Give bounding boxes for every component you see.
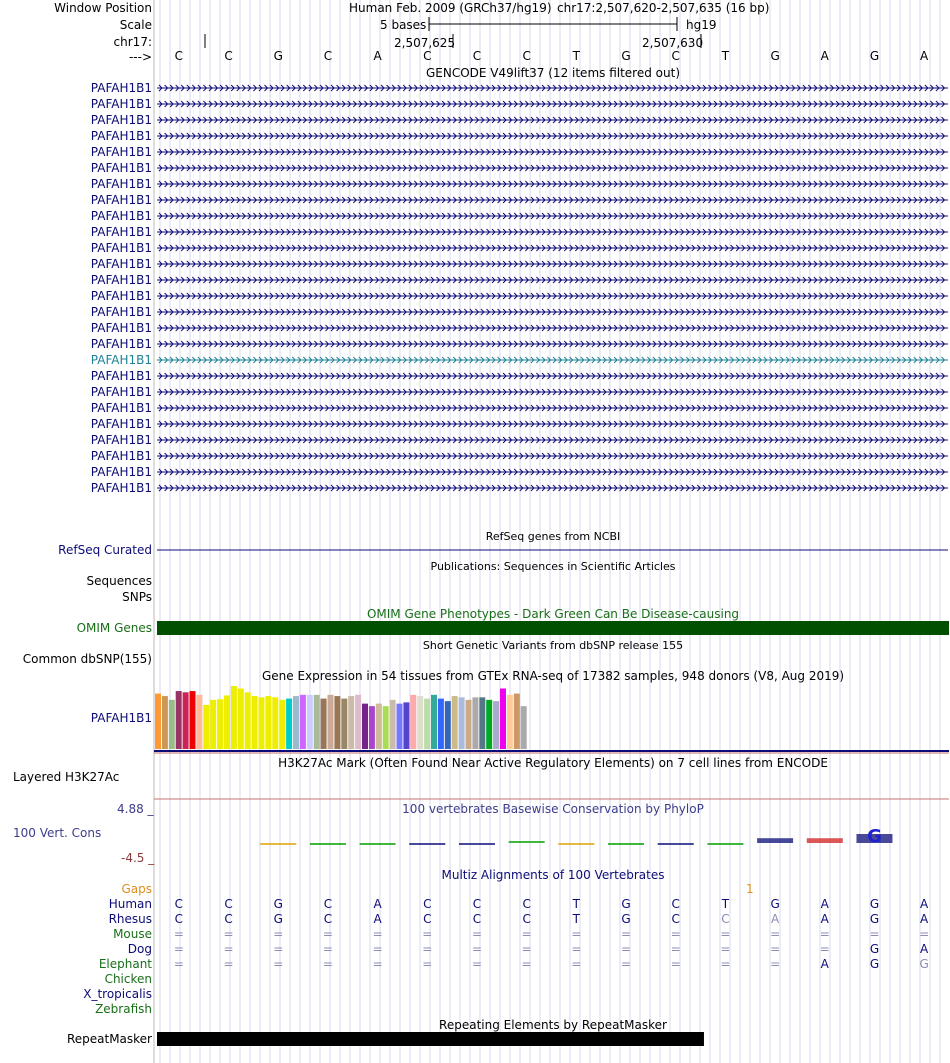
multiz-base: = <box>621 942 632 956</box>
multiz-base: = <box>471 927 482 941</box>
multiz-base: G <box>869 942 880 956</box>
phylop-logo-letter: G <box>867 826 882 847</box>
multiz-base: = <box>869 927 880 941</box>
multiz-base: = <box>273 942 284 956</box>
multiz-base: = <box>670 942 681 956</box>
gencode-transcript-label[interactable]: PAFAH1B1 <box>90 289 152 303</box>
position-readout: chr17:2,507,620-2,507,635 (16 bp) <box>557 1 770 15</box>
phylop-score-mark <box>360 843 396 845</box>
multiz-base: = <box>670 957 681 971</box>
gtex-tissue-bar <box>286 699 292 749</box>
dbsnp-track-label[interactable]: Common dbSNP(155) <box>22 652 152 666</box>
omim-track-title: OMIM Gene Phenotypes - Dark Green Can Be Disease-causing <box>366 607 740 621</box>
gencode-track-title: GENCODE V49lift37 (12 items filtered out) <box>425 66 680 80</box>
phylop-score-mark <box>807 838 843 843</box>
scale-label: Scale <box>119 18 152 32</box>
gencode-transcript-label[interactable]: PAFAH1B1 <box>90 417 152 431</box>
multiz-base: = <box>372 957 383 971</box>
multiz-base: = <box>770 942 781 956</box>
multiz-base: G <box>770 897 780 911</box>
phylop-score-mark <box>707 843 743 845</box>
sequence-base: C <box>423 49 432 63</box>
gtex-tissue-bar <box>445 701 451 749</box>
gtex-tissue-bar <box>348 696 354 749</box>
gtex-tissue-bar <box>452 696 458 749</box>
multiz-base: A <box>920 897 929 911</box>
phylop-score-mark <box>310 843 346 845</box>
gtex-tissue-bar <box>355 695 361 749</box>
gtex-tissue-bar <box>259 697 265 749</box>
multiz-base: = <box>720 957 731 971</box>
multiz-gap-mark: 1 <box>746 882 754 896</box>
gencode-transcript-label[interactable]: PAFAH1B1 <box>90 353 152 367</box>
gencode-transcript-label[interactable]: PAFAH1B1 <box>90 129 152 143</box>
gtex-tissue-bar <box>162 696 168 749</box>
multiz-base: = <box>471 942 482 956</box>
sequence-base: G <box>621 49 631 63</box>
multiz-track-title: Multiz Alignments of 100 Vertebrates <box>441 868 665 882</box>
multiz-base: A <box>820 897 829 911</box>
multiz-base: = <box>322 927 333 941</box>
gencode-transcript-label[interactable]: PAFAH1B1 <box>90 369 152 383</box>
gencode-transcript-label[interactable]: PAFAH1B1 <box>90 97 152 111</box>
phylop-score-mark <box>658 843 694 845</box>
gencode-transcript-label[interactable]: PAFAH1B1 <box>90 401 152 415</box>
phylop-score-mark <box>558 843 594 845</box>
multiz-base: = <box>571 927 582 941</box>
sequence-base: A <box>820 49 829 63</box>
gtex-tissue-bar <box>507 695 513 749</box>
multiz-base: = <box>273 927 284 941</box>
gtex-tissue-bar <box>210 700 216 749</box>
repeatmasker-track-title: Repeating Elements by RepeatMasker <box>439 1018 667 1032</box>
gtex-tissue-bar <box>397 704 403 749</box>
multiz-base: = <box>521 942 532 956</box>
multiz-gaps-label[interactable]: Gaps <box>121 882 152 896</box>
multiz-base: = <box>720 927 731 941</box>
gtex-tissue-bar <box>203 705 209 749</box>
multiz-base: G <box>919 957 929 971</box>
sequence-base: C <box>522 49 531 63</box>
multiz-base: = <box>422 957 433 971</box>
multiz-base: = <box>819 927 830 941</box>
gencode-transcript-label[interactable]: PAFAH1B1 <box>90 433 152 447</box>
gencode-transcript-label[interactable]: PAFAH1B1 <box>90 321 152 335</box>
gtex-tissue-bar <box>176 691 182 749</box>
multiz-base: T <box>572 912 581 926</box>
multiz-base: G <box>869 897 880 911</box>
multiz-base: = <box>223 942 234 956</box>
multiz-base: = <box>322 957 333 971</box>
multiz-base: = <box>819 942 830 956</box>
multiz-base: G <box>273 912 283 926</box>
gtex-tissue-bar <box>459 697 465 749</box>
multiz-base: = <box>621 957 632 971</box>
gtex-tissue-bar <box>321 699 327 749</box>
multiz-base: C <box>472 912 482 926</box>
multiz-base: = <box>173 942 184 956</box>
gtex-tissue-bar <box>196 695 202 749</box>
gtex-tissue-bar <box>521 706 527 749</box>
gtex-tissue-bar <box>224 695 230 749</box>
gencode-transcript-label[interactable]: PAFAH1B1 <box>90 257 152 271</box>
multiz-base: A <box>920 942 929 956</box>
phylop-score-mark <box>260 843 296 845</box>
multiz-base: T <box>572 897 581 911</box>
phylop-score-mark <box>608 843 644 845</box>
multiz-base: C <box>522 897 531 911</box>
gtex-tissue-bar <box>328 695 334 749</box>
sequence-base: C <box>472 49 482 63</box>
scale-text: 5 bases <box>380 18 427 32</box>
gtex-tissue-bar <box>479 697 485 749</box>
gencode-transcript-label[interactable]: PAFAH1B1 <box>90 241 152 255</box>
gencode-transcript-label[interactable]: PAFAH1B1 <box>90 81 152 95</box>
gencode-transcript-label[interactable]: PAFAH1B1 <box>90 385 152 399</box>
multiz-species-label[interactable]: Dog <box>127 942 152 956</box>
multiz-species-label[interactable]: Elephant <box>98 957 152 971</box>
sequence-base: G <box>770 49 780 63</box>
phylop-score-mark <box>757 838 793 843</box>
multiz-base: G <box>273 897 283 911</box>
multiz-base: G <box>869 912 880 926</box>
chrom-label: chr17: <box>113 35 152 49</box>
gencode-transcript-label[interactable]: PAFAH1B1 <box>90 225 152 239</box>
multiz-base: = <box>173 927 184 941</box>
multiz-base: = <box>621 927 632 941</box>
gencode-transcript-label[interactable]: PAFAH1B1 <box>90 113 152 127</box>
gencode-transcript-label[interactable]: PAFAH1B1 <box>90 337 152 351</box>
omim-gene-bar <box>157 621 949 635</box>
sequence-base: A <box>373 49 382 63</box>
multiz-base: C <box>671 912 680 926</box>
gtex-tissue-bar <box>169 700 175 749</box>
multiz-base: = <box>521 927 532 941</box>
gencode-transcript-label[interactable]: PAFAH1B1 <box>90 161 152 175</box>
multiz-base: T <box>721 897 730 911</box>
multiz-species-label[interactable]: Rhesus <box>108 912 152 926</box>
gtex-tissue-bar <box>231 686 237 749</box>
sequence-base: C <box>671 49 680 63</box>
multiz-base: = <box>770 927 781 941</box>
gtex-tissue-bar <box>500 689 506 749</box>
gtex-tissue-bar <box>272 697 278 749</box>
publications-sequences-label[interactable]: Sequences <box>86 574 152 588</box>
gtex-tissue-bar <box>431 695 437 749</box>
multiz-base: C <box>174 897 184 911</box>
gencode-transcript-label[interactable]: PAFAH1B1 <box>90 193 152 207</box>
gtex-tissue-bar <box>369 706 375 749</box>
gtex-tissue-bar <box>307 695 313 749</box>
multiz-base: = <box>422 942 433 956</box>
multiz-base: C <box>671 897 680 911</box>
multiz-base: = <box>521 957 532 971</box>
gtex-tissue-bar <box>390 700 396 749</box>
gtex-tissue-bar <box>279 700 285 749</box>
gtex-tissue-bar <box>238 689 244 749</box>
multiz-base: = <box>471 957 482 971</box>
phylop-track-label[interactable]: 100 Vert. Cons <box>13 826 102 840</box>
multiz-species-label[interactable]: Mouse <box>113 927 152 941</box>
refseq-track-label[interactable]: RefSeq Curated <box>58 543 152 557</box>
gtex-tissue-bar <box>486 700 492 749</box>
gtex-tissue-bar <box>314 695 320 749</box>
refseq-track-title: RefSeq genes from NCBI <box>485 530 621 543</box>
multiz-base: = <box>571 942 582 956</box>
gtex-tissue-bar <box>252 696 258 749</box>
multiz-base: A <box>820 957 829 971</box>
phylop-score-mark <box>409 843 445 845</box>
multiz-species-label[interactable]: Chicken <box>104 972 152 986</box>
multiz-base: C <box>522 912 531 926</box>
gtex-tissue-bar <box>341 699 347 749</box>
multiz-base: A <box>373 897 382 911</box>
repeatmasker-element-bar <box>157 1032 704 1046</box>
gtex-tissue-bar <box>217 699 223 749</box>
multiz-base: = <box>223 927 234 941</box>
gencode-transcript-label[interactable]: PAFAH1B1 <box>90 449 152 463</box>
multiz-base: C <box>423 912 432 926</box>
sequence-base: G <box>273 49 283 63</box>
scale-db: hg19 <box>686 18 717 32</box>
strand-label: ---> <box>128 50 152 64</box>
repeatmasker-track-label[interactable]: RepeatMasker <box>66 1032 152 1046</box>
gtex-tissue-bar <box>376 704 382 749</box>
gencode-transcript-label[interactable]: PAFAH1B1 <box>90 273 152 287</box>
sequence-base: T <box>721 49 730 63</box>
multiz-species-label[interactable]: Zebrafish <box>95 1002 152 1016</box>
phylop-max-label: 4.88 _ <box>117 802 154 816</box>
gtex-track-title: Gene Expression in 54 tissues from GTEx RNA-seq of 17382 samples, 948 donors (V8, Aug 2019) <box>261 669 845 683</box>
multiz-base: = <box>422 927 433 941</box>
gtex-tissue-bar <box>155 694 161 749</box>
sequence-base: T <box>572 49 581 63</box>
gencode-transcript-label[interactable]: PAFAH1B1 <box>90 481 152 495</box>
multiz-base: = <box>372 942 383 956</box>
phylop-score-mark <box>459 843 495 845</box>
multiz-base: = <box>571 957 582 971</box>
gtex-tissue-bar <box>466 700 472 749</box>
gtex-tissue-bar <box>334 696 340 749</box>
multiz-base: C <box>721 912 730 926</box>
gencode-transcript-label[interactable]: PAFAH1B1 <box>90 305 152 319</box>
sequence-base: G <box>869 49 880 63</box>
multiz-base: C <box>224 897 233 911</box>
h3k27ac-track-label[interactable]: Layered H3K27Ac <box>13 770 120 784</box>
publications-snps-label[interactable]: SNPs <box>122 590 152 604</box>
assembly-name: Human Feb. 2009 (GRCh37/hg19) <box>349 1 552 15</box>
multiz-base: C <box>174 912 184 926</box>
gtex-tissue-bar <box>514 694 520 749</box>
phylop-score-mark <box>509 841 545 843</box>
omim-track-label[interactable]: OMIM Genes <box>76 621 152 635</box>
multiz-base: A <box>373 912 382 926</box>
gtex-tissue-bar <box>300 695 306 749</box>
gtex-tissue-bar <box>183 692 189 749</box>
multiz-base: A <box>920 912 929 926</box>
gtex-tissue-bar <box>190 691 196 749</box>
multiz-base: A <box>820 912 829 926</box>
gtex-tissue-bar <box>493 701 499 749</box>
phylop-min-label: -4.5 _ <box>121 851 155 865</box>
gtex-tissue-bar <box>410 695 416 749</box>
multiz-base: C <box>323 897 333 911</box>
multiz-base: = <box>273 957 284 971</box>
multiz-base: = <box>720 942 731 956</box>
multiz-base: G <box>869 957 880 971</box>
multiz-base: G <box>621 912 631 926</box>
multiz-base: C <box>224 912 233 926</box>
window-position-label: Window Position <box>54 1 152 15</box>
gtex-tissue-bar <box>245 692 251 749</box>
sequence-base: A <box>920 49 929 63</box>
multiz-species-label[interactable]: X_tropicalis <box>83 987 152 1001</box>
multiz-base: C <box>472 897 482 911</box>
publications-track-title: Publications: Sequences in Scientific Articles <box>430 560 676 573</box>
multiz-base: = <box>223 957 234 971</box>
gtex-tissue-bar <box>265 696 271 749</box>
h3k27ac-track-title: H3K27Ac Mark (Often Found Near Active Regulatory Elements) on 7 cell lines from ENCODE <box>278 756 828 770</box>
multiz-base: C <box>323 912 333 926</box>
gtex-tissue-bar <box>438 699 444 749</box>
multiz-species-label[interactable]: Human <box>108 897 152 911</box>
gtex-tissue-bar <box>472 697 478 749</box>
multiz-base: G <box>621 897 631 911</box>
multiz-base: = <box>322 942 333 956</box>
gtex-tissue-bar <box>383 706 389 749</box>
multiz-base: = <box>173 957 184 971</box>
gencode-transcript-label[interactable]: PAFAH1B1 <box>90 145 152 159</box>
gencode-transcript-label[interactable]: PAFAH1B1 <box>90 465 152 479</box>
gtex-tissue-bar <box>403 702 409 749</box>
gtex-tissue-bar <box>293 696 299 749</box>
sequence-base: C <box>323 49 333 63</box>
dbsnp-track-title: Short Genetic Variants from dbSNP release 155 <box>422 639 684 652</box>
multiz-base: = <box>770 957 781 971</box>
multiz-base: = <box>372 927 383 941</box>
gtex-gene-label[interactable]: PAFAH1B1 <box>90 711 152 725</box>
gencode-transcript-label[interactable]: PAFAH1B1 <box>90 209 152 223</box>
multiz-base: = <box>670 927 681 941</box>
coord-label-1: 2,507,625 <box>394 36 456 50</box>
gtex-tissue-bar <box>362 704 368 749</box>
coord-label-2: 2,507,630 <box>642 36 704 50</box>
multiz-base: A <box>770 912 780 926</box>
gtex-tissue-bar <box>417 696 423 749</box>
phylop-track-title: 100 vertebrates Basewise Conservation by PhyloP <box>402 802 704 816</box>
sequence-base: C <box>174 49 184 63</box>
multiz-base: = <box>919 927 930 941</box>
gencode-transcript-label[interactable]: PAFAH1B1 <box>90 177 152 191</box>
gtex-tissue-bar <box>424 699 430 749</box>
sequence-base: C <box>224 49 233 63</box>
multiz-base: C <box>423 897 432 911</box>
